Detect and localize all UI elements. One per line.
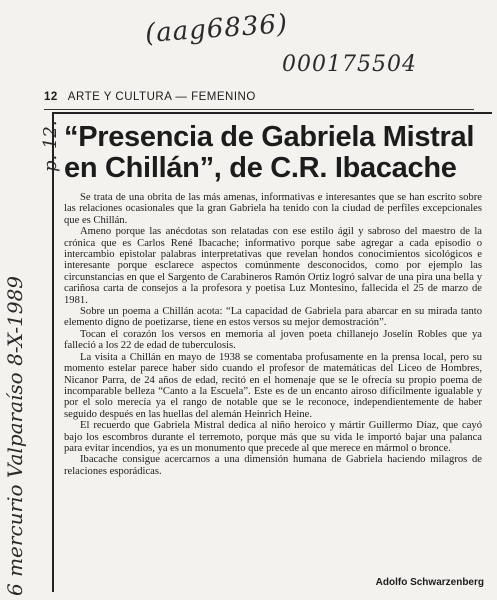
article-byline: Adolfo Schwarzenberg xyxy=(375,577,484,588)
handwritten-source-date-note: 6 mercurio Valparaíso 8-X-1989 xyxy=(3,275,27,596)
article-paragraph: Ameno porque las anécdotas son relatadas con ese estilo ágil y sabroso del maestro de la crónica que es Carlos René Ibacache; informativo porque sabe agregar a cada episodio o intercambio epistolar palabras interpretativas que revelan hondos conocimientos sicológicos e interesante porque esclarece aspectos comúnmente desconocidos, como por ejemplo las circunstancias en que el Sargento de Carabineros Ramón Ortiz logró salvar de una pira una bella y cariñosa carta de consejos a la profesora y poetisa Luz Montesino, fallecida el 25 de marzo de 1981. xyxy=(64,226,482,306)
article-paragraph: Ibacache consigue acercarnos a una dimensión humana de Gabriela haciendo milagros de relaciones esporádicas. xyxy=(64,454,482,477)
section-title: ARTE Y CULTURA — FEMENINO xyxy=(67,91,256,103)
article-paragraph: Sobre un poema a Chillán acota: “La capacidad de Gabriela para abarcar en su mirada tanto elemento digno de poetizarse, tiene en estos versos su mejor demostración”. xyxy=(64,306,482,329)
handwritten-page-note: p. 12. xyxy=(40,120,61,172)
article-paragraph: Tocan el corazón los versos en memoria al joven poeta chillanejo Joselín Robles que ya falleció a los 22 de edad de tuberculosis. xyxy=(64,328,482,352)
section-header xyxy=(44,91,256,103)
page-number: 12 xyxy=(44,91,58,103)
handwritten-record-number: 000175504 xyxy=(282,52,417,77)
article-paragraph: La visita a Chillán en mayo de 1938 se comentaba profusamente en la prensa local, pero su momento estelar parece haber sido cuando el profesor de matemáticas del Liceo de Hombres, Nicanor Parra, de 24 años de edad, recitó en el homenaje que se le ofrecía su propio poema de incomparable belleza “Canto a la Escuela”. Este es de un encanto airoso difícilmente igualable y por el solo merecía ya el rango de notable que se le reconoce, independientemente de haber seguido después en las huellas del alemán Heinrich Heine. xyxy=(64,351,482,420)
article-paragraph: El recuerdo que Gabriela Mistral dedica al niño heroico y mártir Guillermo Díaz, que cayó bajo los escombros durante el terremoto, porque más que su vida le importó bajar una palanca para evitar incendios, ya es un monumento que precede al que merece en mármol o bronce. xyxy=(64,420,482,454)
article-paragraph: Se trata de una obrita de las más amenas, informativas e interesantes que se han escrito sobre las relaciones ocasionales que la gran Gabriela ha tenido con la ciudad de perfiles excepcionales que es Chillán. xyxy=(64,192,482,226)
article-clipping xyxy=(52,112,492,592)
article-headline: “Presencia de Gabriela Mistral en Chillán”, de C.R. Ibacache xyxy=(64,121,475,184)
header-rule xyxy=(44,109,474,110)
handwritten-call-number: (aag6836) xyxy=(144,9,289,49)
